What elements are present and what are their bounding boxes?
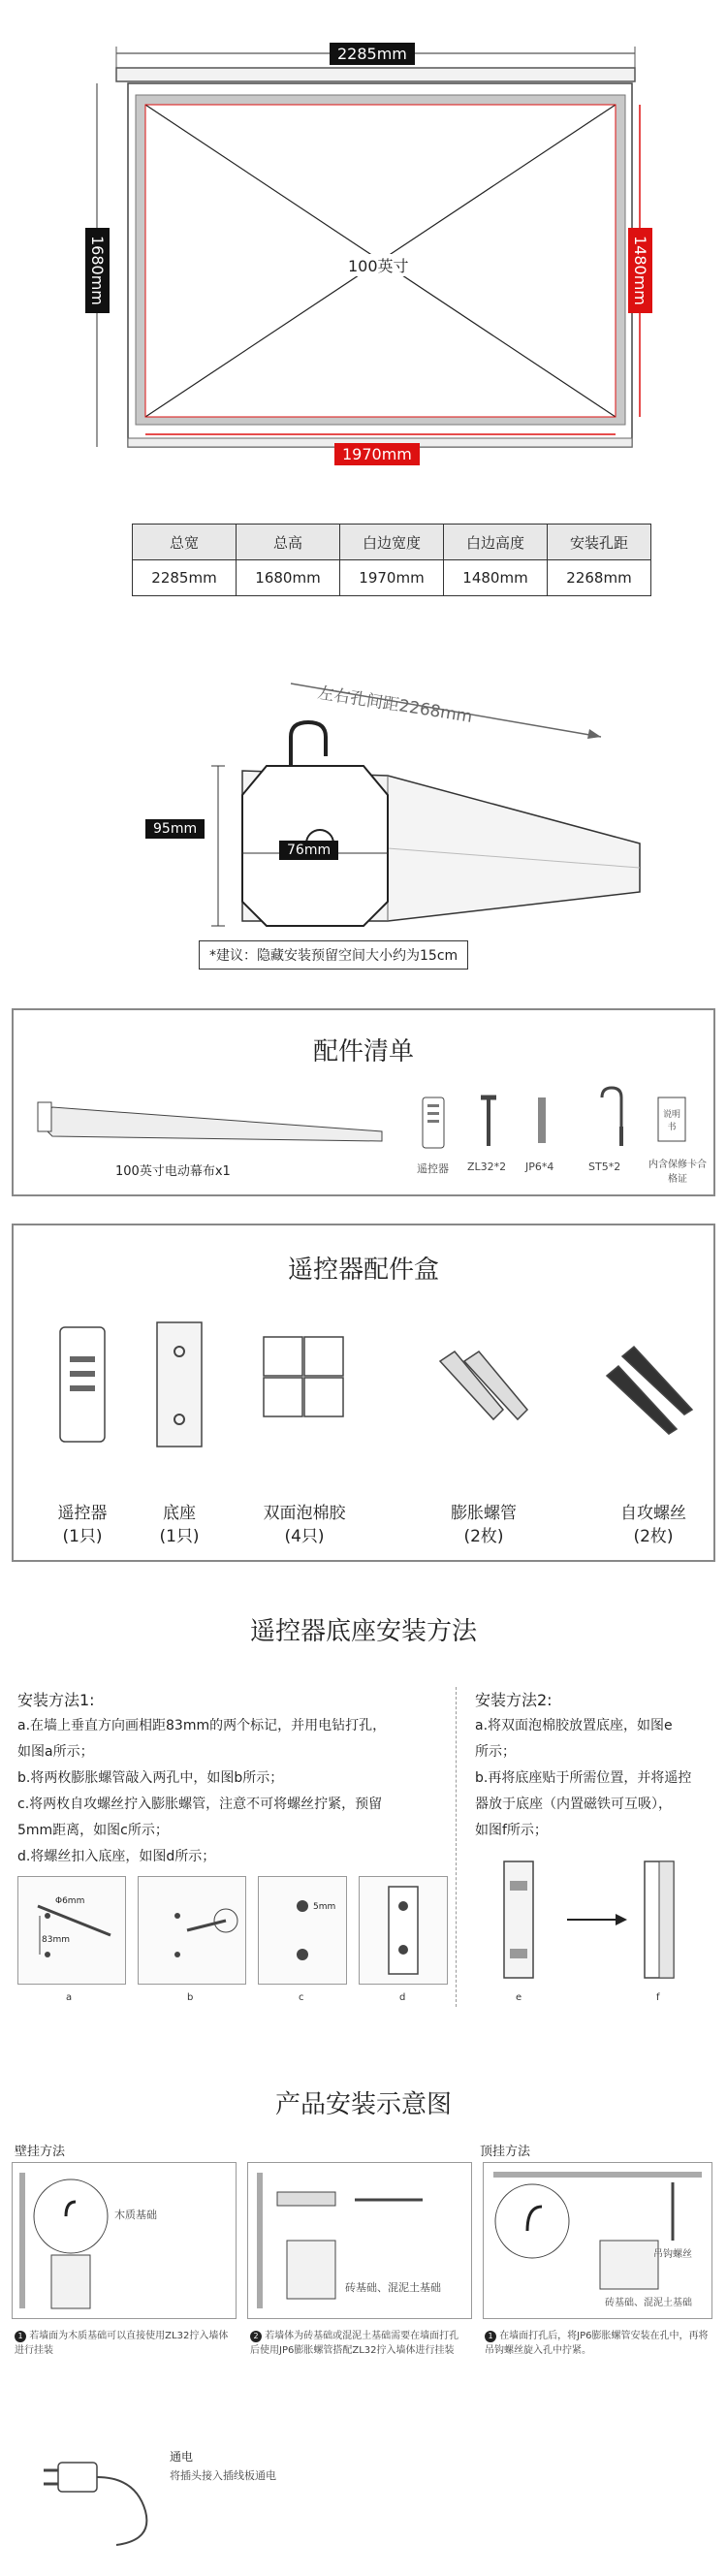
spec-value-row (133, 560, 651, 596)
accessory-warranty-label: 内含保修卡合格证 (648, 1160, 707, 1185)
method-divider (456, 1687, 458, 2007)
fig-a (17, 1876, 126, 1985)
fig-a-dim1: Φ6mm (55, 1896, 85, 1906)
wood-label: 木质基础 (114, 2209, 157, 2221)
fig-d (359, 1876, 448, 1985)
remote-box-item-screw (605, 1502, 702, 1548)
item-qty: (2枚) (633, 1527, 674, 1546)
fig-label-e: e (516, 1992, 522, 2003)
note-number-1b-icon: 1 (485, 2331, 496, 2342)
profile-width-label: 76mm (279, 841, 338, 860)
fig-label-d: d (399, 1992, 406, 2003)
spec-value: 1680mm (237, 560, 340, 596)
spec-header: 白边高度 (444, 525, 548, 560)
method2-block (475, 1687, 717, 1844)
spec-header: 总高 (237, 525, 340, 560)
remote-box-panel (12, 1224, 715, 1562)
spec-value: 2285mm (133, 560, 237, 596)
spec-value: 1480mm (444, 560, 548, 596)
method1-line: 5mm距离，如图c所示； (17, 1823, 169, 1838)
item-qty: (2枚) (463, 1527, 504, 1546)
fig-label-b: b (187, 1992, 194, 2003)
inner-height-label: 1480mm (628, 228, 652, 313)
manual-text: 说明书 (662, 1110, 680, 1132)
method1-line: d.将螺丝扣入底座，如图d所示； (17, 1849, 216, 1864)
remote-box-item-anchor (430, 1502, 537, 1548)
fig-label-f: f (656, 1992, 660, 2003)
spec-header: 安装孔距 (548, 525, 651, 560)
item-qty: (4只) (284, 1527, 325, 1546)
method2-line: b.再将底座贴于所需位置，并将遥控 (475, 1770, 692, 1786)
accessories-panel (12, 1008, 715, 1196)
spec-header: 白边宽度 (340, 525, 444, 560)
power-title: 通电 (170, 2450, 194, 2464)
wall-brick-panel (247, 2162, 472, 2319)
note-wood-text: 若墙面为木质基础可以直接使用ZL32拧入墙体进行挂装 (15, 2331, 229, 2356)
power-plug-icon (39, 2424, 194, 2550)
method2-line: 所示； (475, 1744, 516, 1760)
power-desc: 将插头接入插线板通电 (170, 2469, 276, 2482)
remote-box-title: 遥控器配件盒 (287, 1256, 439, 1285)
screen-size-label: 100英寸 (344, 254, 413, 276)
remote-box-item-foam (246, 1502, 363, 1548)
fig-b (138, 1876, 246, 1985)
method2-title: 安装方法2: (475, 1691, 553, 1709)
remote-box-item-base (140, 1502, 219, 1548)
method1-title: 安装方法1: (17, 1691, 95, 1709)
accessories-title: 配件清单 (312, 1037, 414, 1066)
fig-ef-drawing (475, 1842, 708, 1997)
item-qty: (1只) (159, 1527, 200, 1546)
remote-box-item-remote (43, 1502, 122, 1548)
item-name: 膨胀螺管 (451, 1504, 517, 1523)
inner-width-label: 1970mm (334, 443, 420, 465)
item-qty: (1只) (62, 1527, 103, 1546)
method2-line: 器放于底座（内置磁铁可互吸）， (475, 1797, 672, 1812)
product-install-title: 产品安装示意图 (274, 2090, 452, 2119)
wall-wood-panel (12, 2162, 237, 2319)
fig-label-c: c (299, 1992, 304, 2003)
fig-c (258, 1876, 347, 1985)
note-ceiling-text: 在墙面打孔后，将JP6膨胀螺管安装在孔中，再将吊钩螺丝旋入孔中拧紧。 (485, 2331, 709, 2356)
note-brick (250, 2329, 468, 2358)
hook-label: 吊钩螺丝 (653, 2249, 692, 2260)
item-name: 遥控器 (57, 1504, 108, 1523)
spec-header-row (133, 525, 651, 560)
item-name: 底座 (163, 1504, 196, 1523)
screen-diagram (0, 0, 727, 465)
screen-item-label: 100英寸电动幕布x1 (115, 1164, 231, 1179)
brick-label-2: 砖基础、混泥土基础 (605, 2298, 692, 2308)
accessory-remote-label: 遥控器 (417, 1162, 449, 1175)
spec-header: 总宽 (133, 525, 237, 560)
note-number-1-icon: 1 (15, 2331, 26, 2342)
hole-distance-label: 左右孔间距2268mm (316, 683, 474, 727)
method1-line: b.将两枚膨胀螺管敲入两孔中，如图b所示； (17, 1770, 284, 1786)
spec-value: 2268mm (548, 560, 651, 596)
remote-box-drawing (14, 1313, 711, 1458)
fig-c-dim: 5mm (313, 1902, 336, 1912)
profile-diagram (0, 659, 727, 979)
method2-line: 如图f所示； (475, 1823, 548, 1838)
fig-a-dim2: 83mm (42, 1935, 70, 1945)
method1-line: c.将两枚自攻螺丝拧入膨胀螺管，注意不可将螺丝拧紧，预留 (17, 1797, 383, 1812)
spec-value: 1970mm (340, 560, 444, 596)
method2-line: a.将双面泡棉胶放置底座，如图e (475, 1718, 673, 1733)
accessory-zl32-label: ZL32*2 (467, 1161, 507, 1173)
spec-table (132, 524, 651, 596)
remote-install-title: 遥控器底座安装方法 (249, 1617, 477, 1646)
brick-label: 砖基础、混泥土基础 (345, 2281, 441, 2294)
item-name: 双面泡棉胶 (263, 1504, 346, 1523)
wall-mount-title: 壁挂方法 (15, 2145, 66, 2159)
note-number-2-icon: 2 (250, 2331, 262, 2342)
note-ceiling (485, 2329, 710, 2358)
method1-line: 如图a所示； (17, 1744, 94, 1760)
total-height-label: 1680mm (85, 228, 110, 313)
method1-block (17, 1687, 454, 1870)
ceiling-mount-title: 顶挂方法 (480, 2145, 531, 2159)
total-width-label: 2285mm (330, 43, 415, 65)
profile-height-label: 95mm (145, 819, 205, 839)
install-note: *建议：隐藏安装预留空间大小约为15cm (199, 940, 468, 970)
accessory-st5-label: ST5*2 (588, 1161, 621, 1173)
accessory-jp6-label: JP6*4 (525, 1161, 554, 1173)
method1-line: a.在墙上垂直方向画相距83mm的两个标记，并用电钻打孔， (17, 1718, 387, 1733)
item-name: 自攻螺丝 (620, 1504, 686, 1523)
ceiling-panel (483, 2162, 712, 2319)
note-wood (15, 2329, 233, 2358)
note-brick-text: 若墙体为砖基础或混泥土基础需要在墙面打孔后使用JP6膨胀螺管搭配ZL32拧入墙体进行挂装 (250, 2331, 459, 2356)
fig-label-a: a (66, 1992, 73, 2003)
